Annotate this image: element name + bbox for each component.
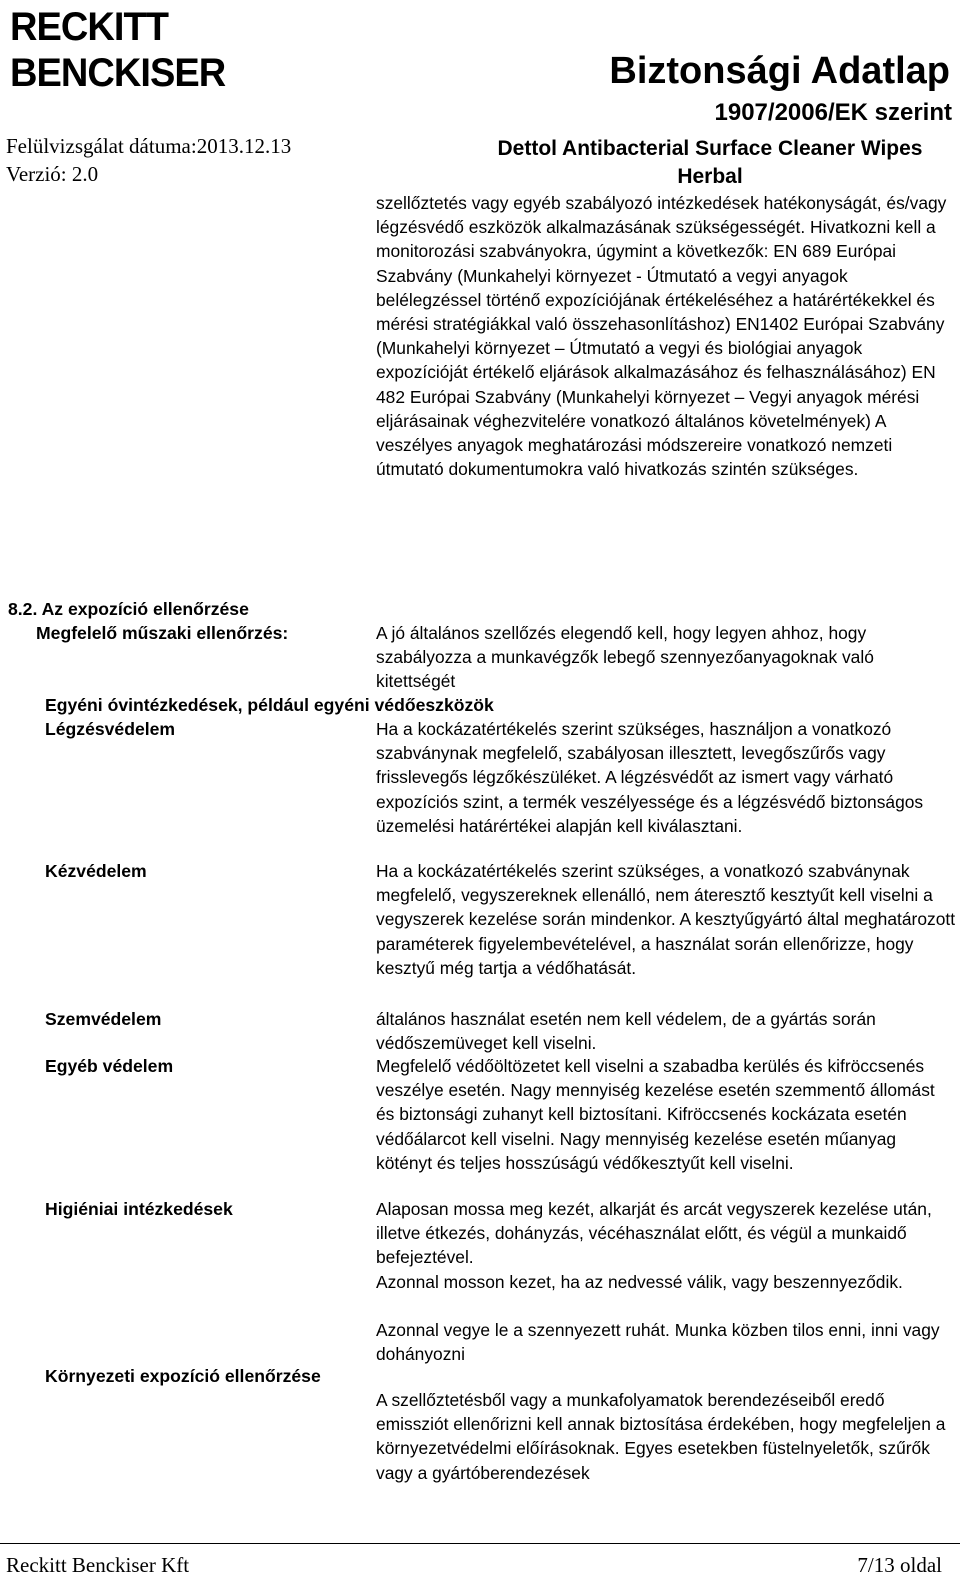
item-label-respiratory: Légzésvédelem bbox=[45, 719, 176, 739]
engineering-label: Megfelelő műszaki ellenőrzés: bbox=[36, 623, 289, 643]
company-logo bbox=[10, 4, 238, 96]
document-title: Biztonsági Adatlap bbox=[609, 50, 950, 92]
logo-line-2: BENCKISER bbox=[10, 51, 226, 95]
ppe-heading: Egyéni óvintézkedések, például egyéni védőeszközök bbox=[45, 695, 494, 715]
item-text-hygiene: Alaposan mossa meg kezét, alkarját és arcát vegyszerek kezelése után, illetve étkezés, dohányzás, vécéhasználat előtt, és végül a munkaidő befejeztével. bbox=[376, 1199, 932, 1268]
footer-company: Reckitt Benckiser Kft bbox=[6, 1553, 190, 1577]
item-label-other: Egyéb védelem bbox=[45, 1056, 174, 1076]
item-text-eye: általános használat esetén nem kell védelem, de a gyártás során védőszemüveget kell viselni. bbox=[376, 1009, 876, 1054]
version: Verzió: 2.0 bbox=[6, 162, 99, 186]
logo-line-1: RECKITT bbox=[10, 5, 169, 49]
item-label-hand: Kézvédelem bbox=[45, 861, 147, 881]
item-text-hand: Ha a kockázatértékelés szerint szükséges, a vonatkozó szabványnak megfelelő, vegyszereknek ellenálló, nem áteresztő kesztyűt kell viselni a vegyszerek kezelése során mindenkor. A kesztyűgyártó által meghatározott paraméterek figyelembevételével, a használat során ellenőrizze, hogy kesztyű még tartja a védőhatását. bbox=[376, 861, 956, 978]
section-heading: 8.2. Az expozíció ellenőrzése bbox=[8, 599, 249, 619]
item-label-eye: Szemvédelem bbox=[45, 1009, 162, 1029]
item-text-other: Megfelelő védőöltözetet kell viselni a szabadba kerülés és kifröccsenés veszélye esetén. Nagy mennyiség kezelése esetén szemmentő állomást és biztonsági zuhanyt kell biztosítani. Kifröccsenés kockázata esetén védőálarcot kell viselni. Nagy mennyiség kezelése esetén műanyag kötényt és teljes hosszúságú védőkesztyűt kell viselni. bbox=[376, 1056, 935, 1173]
item-label-hygiene: Higiéniai intézkedések bbox=[45, 1199, 233, 1219]
product-name: Dettol Antibacterial Surface Cleaner Wipes Herbal bbox=[497, 137, 923, 188]
footer-page-number: 7/13 oldal bbox=[857, 1553, 942, 1577]
item-text-hygiene-3: Azonnal vegye le a szennyezett ruhát. Munka közben tilos enni, inni vagy dohányozni bbox=[376, 1320, 940, 1365]
footer-divider bbox=[0, 1543, 960, 1544]
env-label: Környezeti expozíció ellenőrzése bbox=[45, 1366, 321, 1386]
revision-date: Felülvizsgálat dátuma:2013.12.13 bbox=[6, 134, 292, 158]
item-text-hygiene-2: Azonnal mosson kezet, ha az nedvessé válik, vagy beszennyeződik. bbox=[376, 1272, 903, 1292]
regulation: 1907/2006/EK szerint bbox=[714, 99, 952, 126]
item-text-respiratory: Ha a kockázatértékelés szerint szükséges, használjon a vonatkozó szabványnak megfelelő, szabályosan illesztett, levegőszűrős vagy frisslevegős légzőkészüléket. A légzésvédőt az ismert vagy várható expozíciós szint, a termék veszélyessége és a légzésvédő biztonságos üzemelési határértékei alapján kell kiválasztani. bbox=[376, 719, 924, 836]
env-text: A szellőztetésből vagy a munkafolyamatok berendezéseiből eredő emissziót ellenőrizni kell annak biztosítása érdekében, hogy megfeleljen a környezetvédelmi előírásoknak. Egyes esetekben füstelnyeletők, szűrők vagy a gyártóberendezések bbox=[376, 1390, 946, 1483]
intro-paragraph: szellőztetés vagy egyéb szabályozó intézkedések hatékonyságát, és/vagy légzésvédő eszközök alkalmazásának szükségességét. Hivatkozni kell a monitorozási szabványokra, úgymint a következők: EN 689 Európai Szabvány (Munkahelyi környezet - Útmutató a vegyi anyagok belélegzéssel történő expozíciójának értékeléséhez a határértékekkel és mérési stratégiákkal való összehasonlításhoz) EN1402 Európai Szabvány (Munkahelyi környezet – Útmutató a vegyi és biológiai anyagok expozícióját értékelő eljárások alkalmazásához és felhasználásához) EN 482 Európai Szabvány (Munkahelyi környezet – Vegyi anyagok mérési eljárásainak véghezvitelére vonatkozó általános követelmények) A veszélyes anyagok meghatározási módszereire vonatkozó nemzeti útmutató dokumentumokra való hivatkozás szintén szükséges. bbox=[376, 193, 947, 480]
engineering-text: A jó általános szellőzés elegendő kell, hogy legyen ahhoz, hogy szabályozza a munkavégzők lebegő szennyezőanyagoknak való kitettségét bbox=[376, 623, 874, 692]
